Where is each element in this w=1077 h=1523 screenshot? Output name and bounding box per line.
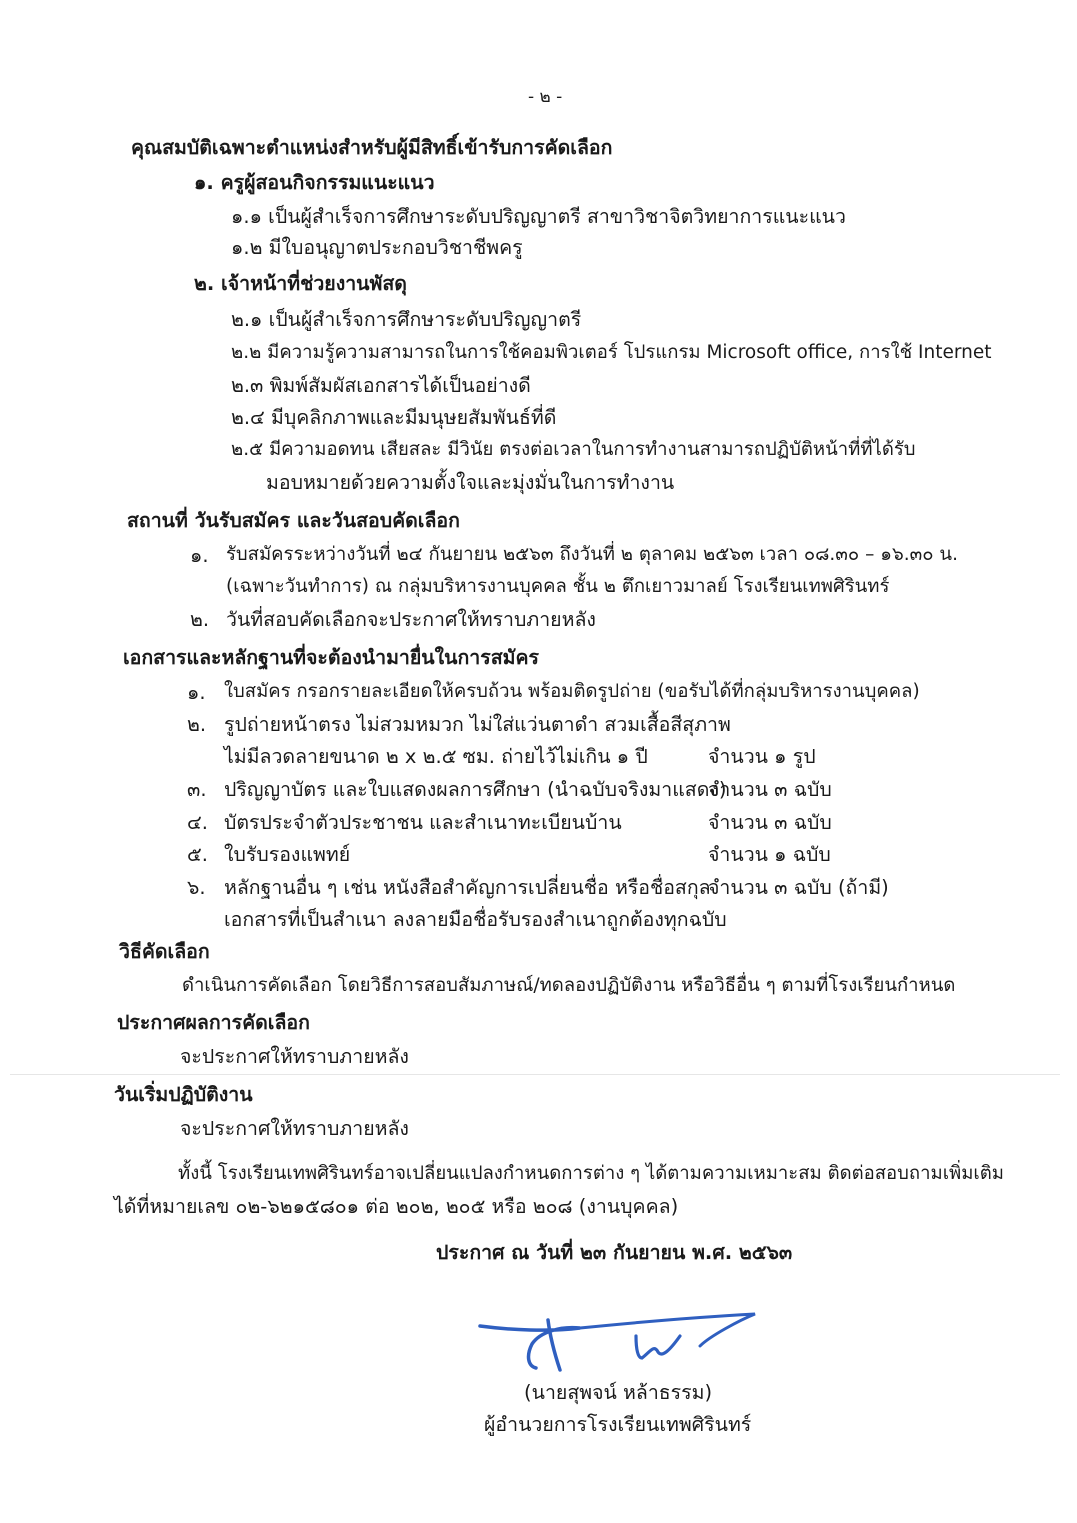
divider (10, 1074, 1060, 1075)
venue-item-continued: (เฉพาะวันทำการ) ณ กลุ่มบริหารงานบุคคล ชั้น ๒ ตึกเยาวมาลย์ โรงเรียนเทพศิรินทร์ (226, 576, 890, 597)
documents-heading: เอกสารและหลักฐานที่จะต้องนำมายื่นในการสมัคร (123, 646, 539, 669)
document-item: ปริญญาบัตร และใบแสดงผลการศึกษา (นำฉบับจริงมาแสดง) (224, 778, 727, 801)
position-1-item: ๑.๒ มีใบอนุญาตประกอบวิชาชีพครู (231, 236, 523, 259)
method-heading: วิธีคัดเลือก (119, 940, 210, 963)
document-quantity: จำนวน ๑ ฉบับ (708, 843, 831, 866)
document-quantity: จำนวน ๓ ฉบับ (708, 811, 832, 834)
qualifications-heading: คุณสมบัติเฉพาะตำแหน่งสำหรับผู้มีสิทธิ์เข้ารับการคัดเลือก (131, 136, 613, 159)
document-number: ๕. (187, 843, 208, 866)
document-number: ๒. (187, 713, 207, 736)
position-1-item: ๑.๑ เป็นผู้สำเร็จการศึกษาระดับปริญญาตรี สาขาวิชาจิตวิทยาการแนะแนว (231, 205, 846, 228)
document-item-continued: ไม่มีลวดลายขนาด ๒ x ๒.๕ ซม. ถ่ายไว้ไม่เกิน ๑ ปี (224, 745, 648, 768)
signatory-name: (นายสุพจน์ หล้าธรรม) (524, 1381, 713, 1404)
document-quantity: จำนวน ๓ ฉบับ (ถ้ามี) (708, 876, 889, 899)
document-number: ๓. (187, 778, 207, 801)
position-2-title: ๒. เจ้าหน้าที่ช่วยงานพัสดุ (194, 272, 407, 295)
start-date-text: จะประกาศให้ทราบภายหลัง (180, 1117, 409, 1140)
position-2-item: ๒.๓ พิมพ์สัมผัสเอกสารได้เป็นอย่างดี (231, 374, 531, 397)
announcement-heading: ประกาศผลการคัดเลือก (117, 1011, 310, 1034)
signatory-title: ผู้อำนวยการโรงเรียนเทพศิรินทร์ (484, 1413, 752, 1436)
page-number: - ๒ - (528, 87, 563, 107)
start-date-heading: วันเริ่มปฏิบัติงาน (114, 1083, 253, 1106)
position-2-item-continued: มอบหมายด้วยความตั้งใจและมุ่งมั่นในการทำงาน (266, 471, 675, 494)
venue-heading: สถานที่ วันรับสมัคร และวันสอบคัดเลือก (127, 509, 460, 532)
signature-stroke (480, 1326, 580, 1368)
document-item-continued: เอกสารที่เป็นสำเนา ลงลายมือชื่อรับรองสำเนาถูกต้องทุกฉบับ (224, 908, 727, 931)
document-item: ใบสมัคร กรอกรายละเอียดให้ครบถ้วน พร้อมติดรูปถ่าย (ขอรับได้ที่กลุ่มบริหารงานบุคคล) (224, 681, 920, 702)
position-2-item: ๒.๕ มีความอดทน เสียสละ มีวินัย ตรงต่อเวลาในการทำงานสามารถปฏิบัติหน้าที่ที่ได้รับ (231, 439, 916, 460)
position-2-item: ๒.๑ เป็นผู้สำเร็จการศึกษาระดับปริญญาตรี (231, 308, 582, 331)
venue-item-number: ๑. (190, 544, 209, 567)
venue-item: วันที่สอบคัดเลือกจะประกาศให้ทราบภายหลัง (226, 608, 596, 631)
signature-image (470, 1296, 770, 1376)
venue-item: รับสมัครระหว่างวันที่ ๒๔ กันยายน ๒๕๖๓ ถึงวันที่ ๒ ตุลาคม ๒๕๖๓ เวลา ๐๘.๓๐ – ๑๖.๓๐ น. (226, 544, 958, 565)
venue-item-number: ๒. (190, 608, 210, 631)
announcement-date: ประกาศ ณ วันที่ ๒๓ กันยายน พ.ศ. ๒๕๖๓ (436, 1241, 793, 1264)
signature-stroke (580, 1314, 755, 1346)
document-item: บัตรประจำตัวประชาชน และสำเนาทะเบียนบ้าน (224, 811, 622, 834)
method-text: ดำเนินการคัดเลือก โดยวิธีการสอบสัมภาษณ์/ทดลองปฏิบัติงาน หรือวิธีอื่น ๆ ตามที่โรงเรียนกำหนด (182, 975, 956, 996)
position-1-title: ๑. ครูผู้สอนกิจกรรมแนะแนว (194, 171, 435, 194)
document-quantity: จำนวน ๑ รูป (708, 745, 816, 768)
document-item: หลักฐานอื่น ๆ เช่น หนังสือสำคัญการเปลี่ยนชื่อ หรือชื่อสกุล (224, 876, 711, 899)
document-number: ๔. (187, 811, 208, 834)
document-number: ๑. (187, 681, 206, 704)
closing-line: ทั้งนี้ โรงเรียนเทพศิรินทร์อาจเปลี่ยนแปลงกำหนดการต่าง ๆ ได้ตามความเหมาะสม ติดต่อสอบถามเพิ่มเติม (178, 1163, 1004, 1184)
document-quantity: จำนวน ๓ ฉบับ (708, 778, 832, 801)
document-number: ๖. (187, 876, 206, 899)
document-item: ใบรับรองแพทย์ (224, 843, 351, 866)
signature-stroke (636, 1336, 680, 1358)
closing-line: ได้ที่หมายเลข ๐๒-๖๒๑๕๘๐๑ ต่อ ๒๐๒, ๒๐๕ หรือ ๒๐๘ (งานบุคคล) (114, 1195, 679, 1218)
document-item: รูปถ่ายหน้าตรง ไม่สวมหมวก ไม่ใส่แว่นตาดำ สวมเสื้อสีสุภาพ (224, 713, 731, 736)
position-2-item: ๒.๒ มีความรู้ความสามารถในการใช้คอมพิวเตอร์ โปรแกรม Microsoft office, การใช้ Internet (231, 342, 992, 363)
position-2-item: ๒.๔ มีบุคลิกภาพและมีมนุษยสัมพันธ์ที่ดี (231, 406, 557, 429)
announcement-text: จะประกาศให้ทราบภายหลัง (180, 1045, 409, 1068)
